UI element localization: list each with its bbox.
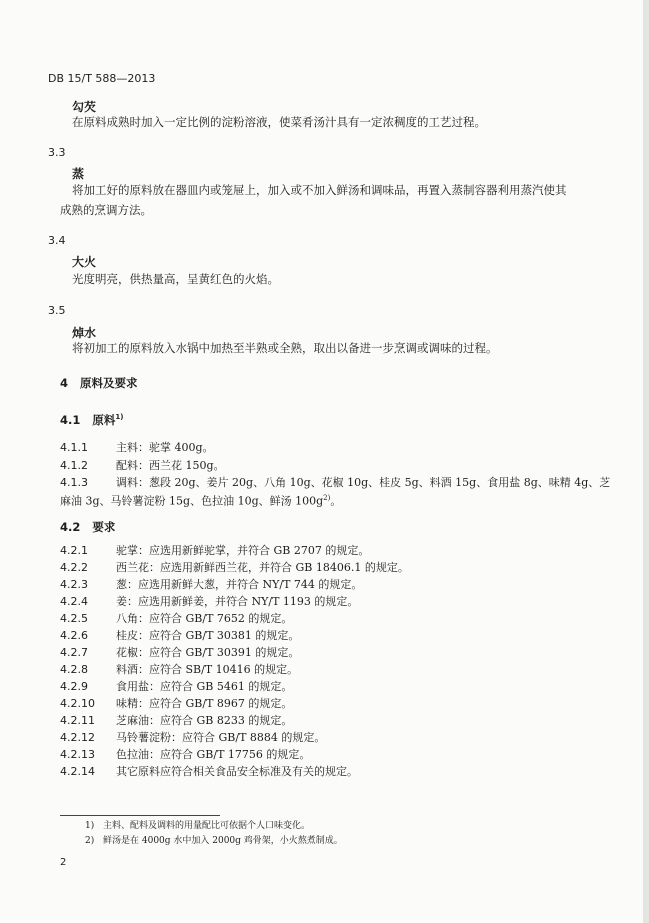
requirement-item: 4.2.1 驼掌：应选用新鲜驼掌，并符合 GB 2707 的规定。 (60, 544, 370, 557)
requirement-item: 4.2.5 八角：应符合 GB/T 7652 的规定。 (60, 612, 293, 625)
subsection-title: 要求 (92, 520, 116, 534)
page-number: 2 (60, 857, 67, 868)
footnote-ref: 2) (323, 494, 331, 502)
list-item: 4.1.1 主料：驼掌 400g。 (60, 441, 214, 454)
requirement-item: 4.2.8 料酒：应符合 SB/T 10416 的规定。 (60, 663, 299, 676)
requirement-item: 4.2.3 葱：应选用新鲜大葱，并符合 NY/T 744 的规定。 (60, 578, 363, 591)
requirement-item: 4.2.14 其它原料应符合相关食品安全标准及有关的规定。 (60, 765, 358, 778)
footnote-ref: 1) (115, 413, 124, 421)
list-item-cont: 麻油 3g、马铃薯淀粉 15g、色拉油 10g、鲜汤 $100g^{2)}$。 (60, 494, 342, 508)
requirement-item: 4.2.6 桂皮：应符合 GB/T 30381 的规定。 (60, 629, 300, 642)
term-definition: 将初加工的原料放入水锅中加热至半熟或全熟，取出以备进一步烹调或调味的过程。 (72, 341, 498, 355)
list-item: 4.1.3 调料：葱段 20g、姜片 20g、八角 10g、花椒 10g、桂皮 5g、料酒 15g、食用盐 8g、味精 4g、芝 (60, 476, 611, 489)
clause-number: 3.4 (48, 234, 66, 247)
term-definition: 光度明亮，供热量高，呈黄红色的火焰。 (72, 272, 279, 286)
requirement-item: 4.2.7 花椒：应符合 GB/T 30391 的规定。 (60, 646, 300, 659)
footnote: 1) 主料、配料及调料的用量配比可依据个人口味变化。 (85, 821, 311, 831)
standard-number: DB 15/T 588—2013 (48, 72, 156, 85)
section-number: 4 (60, 376, 69, 390)
requirement-item: 4.2.4 姜：应选用新鲜姜，并符合 NY/T 1193 的规定。 (60, 595, 359, 608)
list-item: 4.1.2 配料：西兰花 150g。 (60, 459, 225, 472)
requirement-item: 4.2.13 色拉油：应符合 GB/T 17756 的规定。 (60, 748, 311, 761)
footnote: 2) 鲜汤是在 4000g 水中加入 2000g 鸡骨架，小火熬煮制成。 (85, 836, 343, 846)
footnote-separator (60, 815, 220, 816)
term-title: 大火 (72, 255, 97, 269)
page-edge (643, 0, 649, 923)
term-title: 蒸 (72, 167, 85, 181)
requirement-item: 4.2.2 西兰花：应选用新鲜西兰花，并符合 GB 18406.1 的规定。 (60, 561, 409, 574)
requirement-item: 4.2.10 味精：应符合 GB/T 8967 的规定。 (60, 697, 293, 710)
requirement-item: 4.2.12 马铃薯淀粉：应符合 GB/T 8884 的规定。 (60, 731, 326, 744)
requirement-item: 4.2.11 芝麻油：应符合 GB 8233 的规定。 (60, 714, 293, 727)
term-definition-cont: 成熟的烹调方法。 (60, 203, 152, 217)
requirement-item: 4.2.9 食用盐：应符合 GB 5461 的规定。 (60, 680, 293, 693)
section-title: 原料及要求 (80, 376, 138, 390)
section-heading (60, 378, 138, 390)
term-title: 勾芡 (72, 100, 97, 114)
subsection-number: 4.1 (60, 412, 81, 427)
term-definition: 将加工好的原料放在器皿内或笼屉上，加入或不加入鲜汤和调味品，再置入蒸制容器利用蒸汽使其 (72, 183, 567, 197)
clause-number: 3.5 (48, 304, 66, 317)
subsection-heading (60, 522, 115, 534)
subsection-heading (60, 414, 123, 426)
term-title: 焯水 (72, 326, 97, 340)
subsection-title: 原料 (92, 412, 116, 427)
clause-number: 3.3 (48, 146, 66, 159)
subsection-number: 4.2 (60, 520, 81, 534)
term-definition: 在原料成熟时加入一定比例的淀粉溶液，使菜肴汤汁具有一定浓稠度的工艺过程。 (72, 115, 486, 129)
